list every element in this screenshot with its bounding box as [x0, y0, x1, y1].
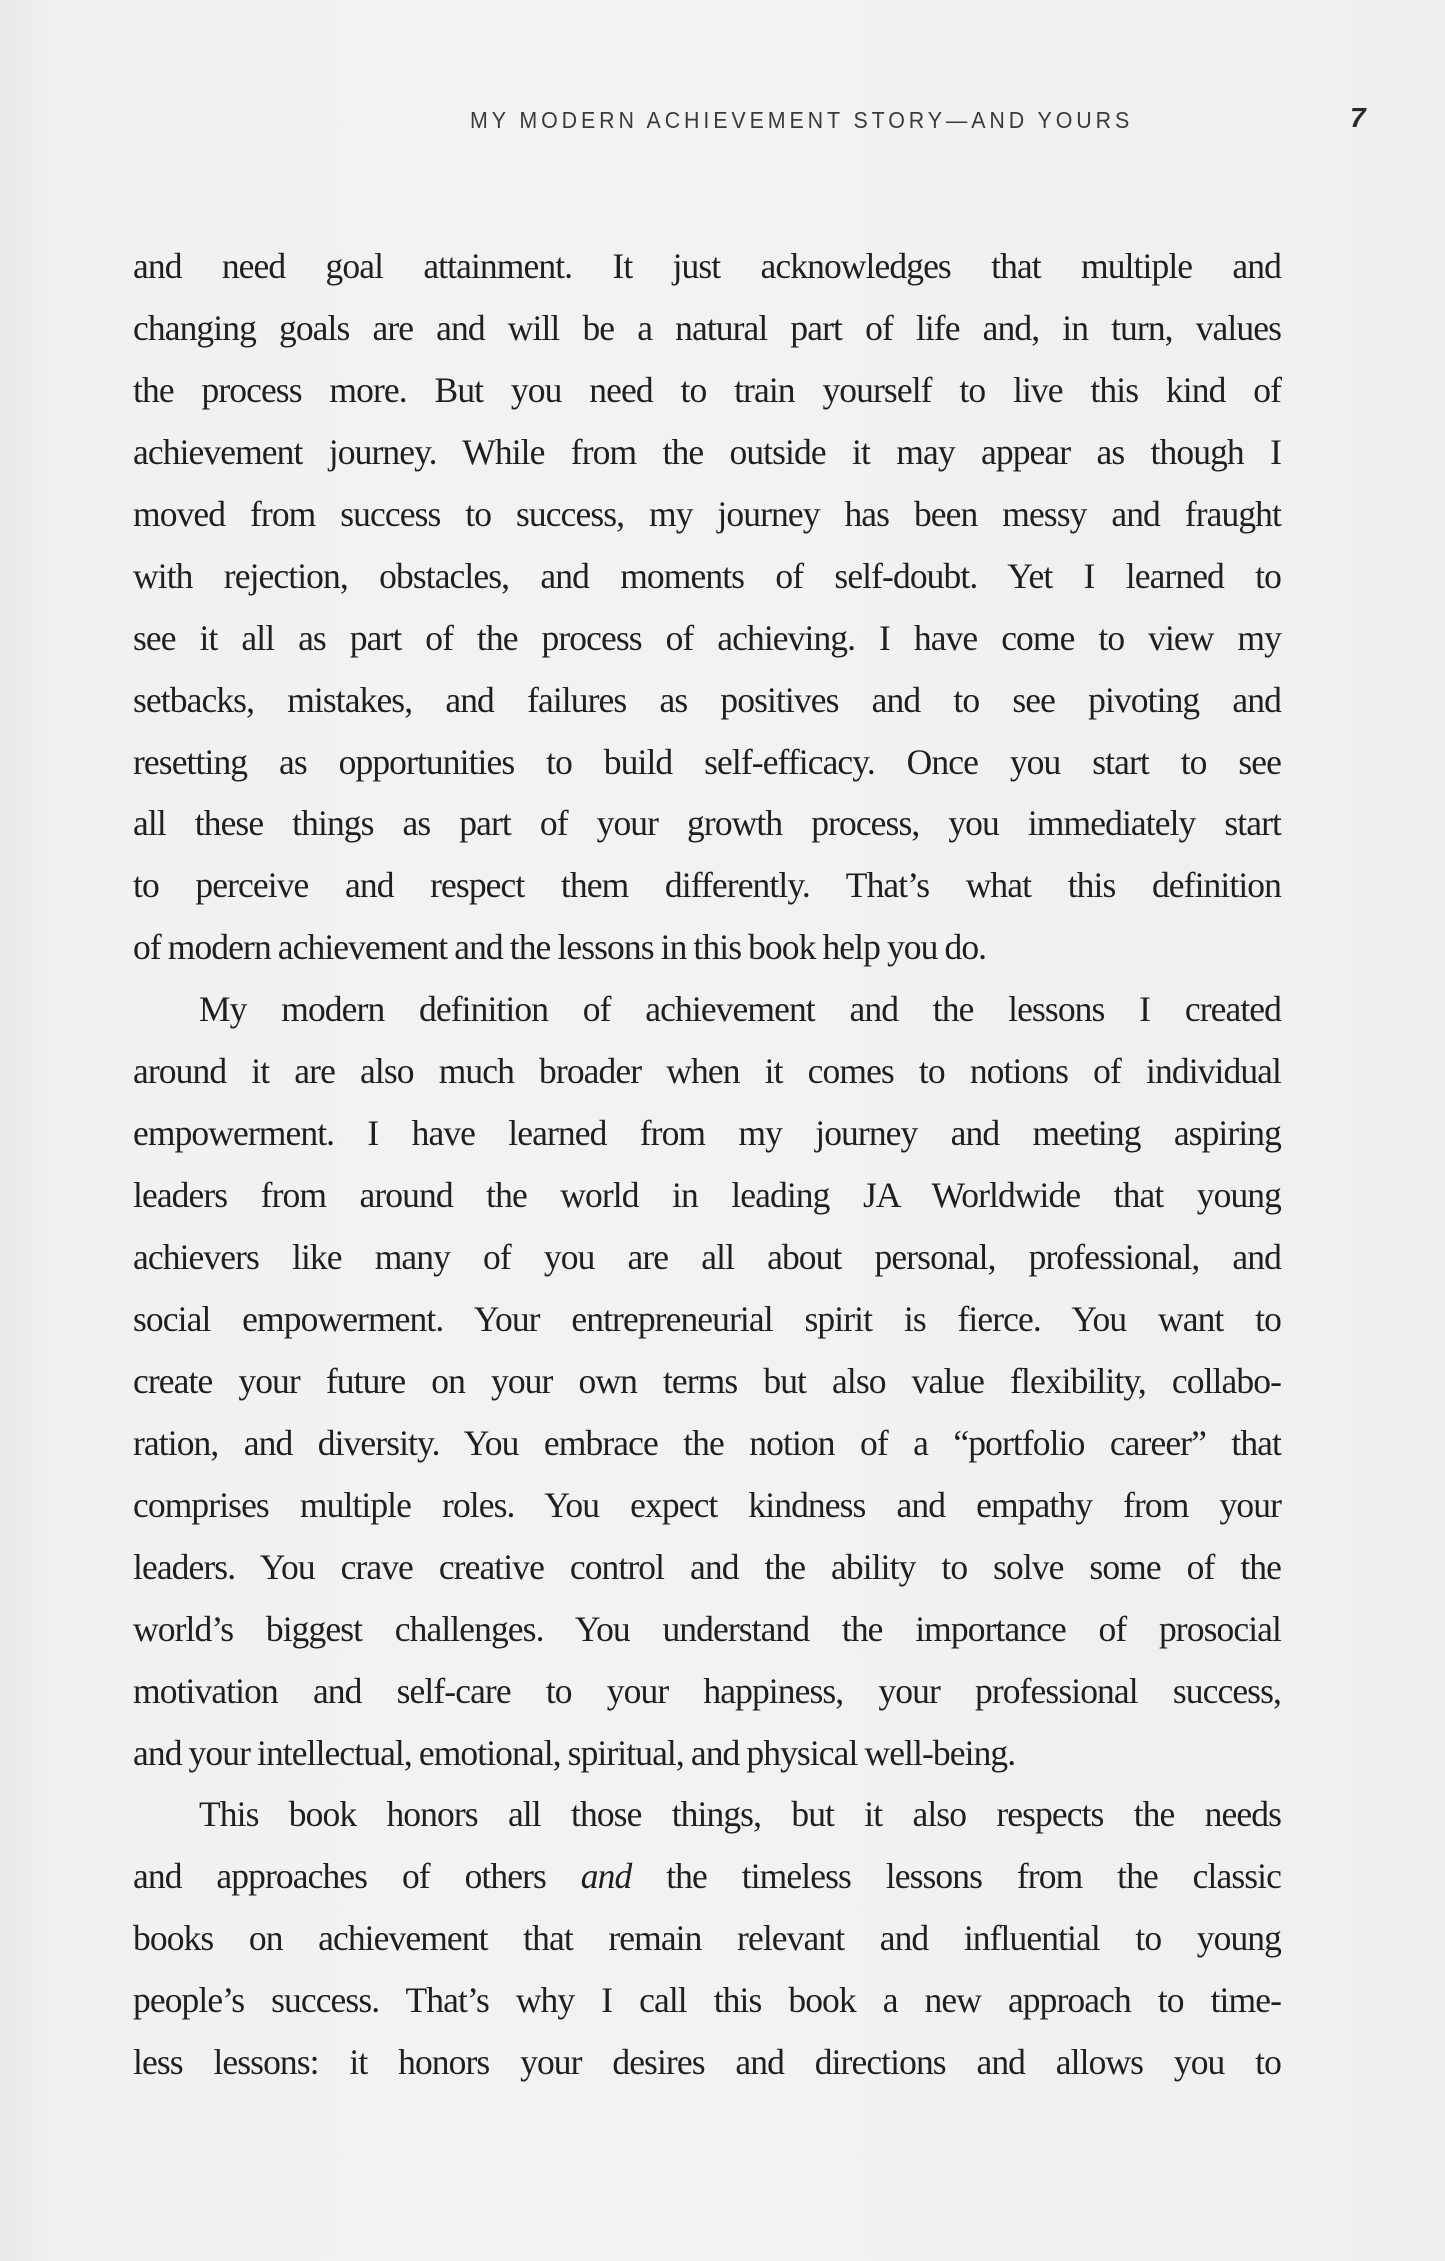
text-line: social empowerment. Your entrepreneurial spirit is fierce. You want to [133, 1298, 1281, 1339]
text-line: books on achievement that remain relevant and influential to young [133, 1918, 1281, 1959]
text-line: leaders. You crave creative control and the ability to solve some of the [133, 1546, 1281, 1587]
text-line: of modern achievement and the lessons in this book help you do. [133, 927, 987, 968]
text-line: to perceive and respect them differently. That’s what this definition [133, 865, 1281, 906]
paragraph [133, 979, 1281, 1784]
text-line: empowerment. I have learned from my journey and meeting aspiring [133, 1113, 1281, 1154]
body-text [133, 236, 1281, 2094]
text-segment: and approaches of others [133, 1856, 581, 1897]
text-line: moved from success to success, my journey has been messy and fraught [133, 493, 1281, 534]
text-line: changing goals are and will be a natural part of life and, in turn, values [133, 307, 1281, 348]
page-number: 7 [1350, 102, 1366, 133]
text-line: comprises multiple roles. You expect kindness and empathy from your [133, 1484, 1281, 1525]
paragraph [133, 236, 1281, 979]
emphasis-and: and [580, 1856, 632, 1897]
text-line: motivation and self-care to your happiness, your professional success, [133, 1670, 1281, 1711]
text-line: less lessons: it honors your desires and directions and allows you to [133, 2042, 1281, 2083]
text-line: achievers like many of you are all about personal, professional, and [133, 1237, 1281, 1277]
text-line: around it are also much broader when it comes to notions of individual [133, 1051, 1281, 1092]
text-line: world’s biggest challenges. You understand the importance of prosocial [133, 1608, 1281, 1649]
text-line: see it all as part of the process of achieving. I have come to view my [133, 617, 1281, 658]
text-line: with rejection, obstacles, and moments of self-doubt. Yet I learned to [133, 555, 1281, 596]
running-head: MY MODERN ACHIEVEMENT STORY—AND YOURS [470, 107, 1134, 133]
text-segment: the timeless lessons from the classic [631, 1856, 1281, 1897]
paragraph [133, 1784, 1281, 2094]
text-line: and need goal attainment. It just acknowledges that multiple and [133, 246, 1281, 286]
text-line: resetting as opportunities to build self-efficacy. Once you start to see [133, 741, 1281, 782]
text-line: people’s success. That’s why I call this book a new approach to time- [133, 1980, 1281, 2021]
text-line: all these things as part of your growth process, you immediately start [133, 803, 1281, 844]
text-line: My modern definition of achievement and the lessons I created [199, 989, 1281, 1030]
text-line: leaders from around the world in leading JA Worldwide that young [133, 1175, 1281, 1216]
text-line: achievement journey. While from the outside it may appear as though I [133, 431, 1281, 472]
text-line: create your future on your own terms but also value flexibility, collabo- [133, 1360, 1281, 1401]
text-line: the process more. But you need to train yourself to live this kind of [133, 369, 1281, 410]
text-line: This book honors all those things, but it also respects the needs [199, 1794, 1281, 1835]
text-line: and your intellectual, emotional, spiritual, and physical well-being. [133, 1732, 1016, 1773]
text-line: setbacks, mistakes, and failures as positives and to see pivoting and [133, 679, 1281, 720]
text-line: ration, and diversity. You embrace the notion of a “portfolio career” that [133, 1422, 1281, 1463]
text-line-with-emphasis [133, 1846, 1281, 1908]
